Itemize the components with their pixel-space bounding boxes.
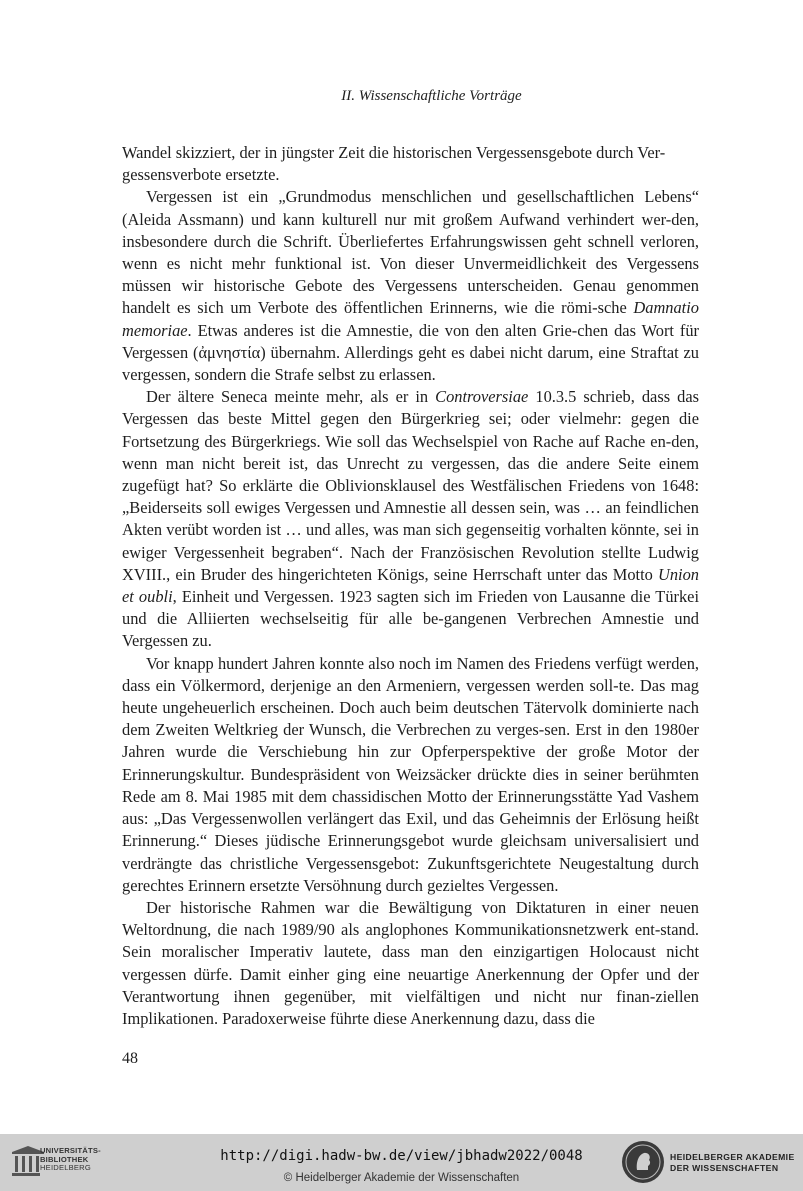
p3-text-c: , Einheit und Vergessen. 1923 sagten sich im Frieden von Lausanne die Türkei und die Alliierten wechselseitig für alle be-gangenen Verbrechen Amnestie und Vergessen zu. bbox=[122, 587, 699, 651]
copyright-notice: © Heidelberger Akademie der Wissenschaften bbox=[283, 1172, 520, 1184]
page-number: 48 bbox=[122, 1050, 138, 1067]
p2-italic-term: Damnatio memoriae bbox=[122, 298, 699, 340]
p1-line-1: Wandel skizziert, der in jüngster Zeit die historischen Vergessensgebote durch Ver- bbox=[122, 143, 666, 162]
p3-italic-term-1: Controversiae bbox=[435, 387, 529, 407]
paragraph-1 bbox=[122, 142, 699, 186]
digitization-footer bbox=[0, 1134, 803, 1191]
p3-italic-term-2: Union et oubli bbox=[122, 564, 699, 607]
ub-line-2: BIBLIOTHEK bbox=[40, 1154, 89, 1164]
p3-text-b: 10.3.5 schrieb, dass das Vergessen das beste Mittel gegen den Bürgerkrieg sei; oder vielmehr: gegen die Fortsetzung des Bürgerkriegs. Wie soll das Wechselspiel von Rache auf Rache en-den, wenn man nicht bereit ist, das Unrecht zu vergessen, das die andere Seite einem zugefügt hat? So erklärte die Oblivionsklausel des Westfälischen Friedens von 1648: „Beiderseits soll ewiges Vergessen und Amnestie all dessen sein, was … an feindlichen Akten verübt worden ist … und alles, was man sich gegenseitig vorhalten könnte, sei in ewiger Vergessenheit begraben“. Nach der Französischen Revolution stellte Ludwig XVIII., ein Bruder des hingerichteten Königs, seine Herrschaft unter das Motto bbox=[122, 387, 699, 584]
running-header: II. Wissenschaftliche Vorträge bbox=[341, 88, 522, 104]
paragraph-3 bbox=[122, 386, 699, 652]
hadw-line-1: HEIDELBERGER AKADEMIE bbox=[670, 1152, 795, 1162]
p3-text-a: Der ältere Seneca meinte mehr, als er in bbox=[146, 387, 436, 407]
hadw-line-2: DER WISSENSCHAFTEN bbox=[670, 1163, 779, 1173]
ub-line-1: UNIVERSITÄTS- bbox=[40, 1146, 101, 1155]
academy-emblem-icon bbox=[620, 1139, 666, 1185]
body-text bbox=[122, 142, 699, 1030]
p2-text-a: Vergessen ist ein „Grundmodus menschlichen und gesellschaftlichen Lebens“ (Aleida Assmann) und kann kulturell nur mit großem Aufwand verhindert wer-den, insbesondere durch die Schrift. Überliefertes Erfahrungswissen geht schnell verloren, wenn es nicht mehr funktional ist. Von dieser Unvermeidlichkeit des Vergessens müssen wir historische Gebote des Vergessens unterscheiden. Genau genommen handelt es sich um Verbote des öffentlichen Erinnerns, wie die römi-sche bbox=[122, 187, 699, 318]
paragraph-5: Der historische Rahmen war die Bewältigung von Diktaturen in einer neuen Weltordnung, die nach 1989/90 als anglophones Kommunikationsnetzwerk ent-stand. Sein moralischer Imperativ lautete, dass man den einzigartigen Holocaust nicht vergessen dürfe. Damit einher ging eine neuartige Anerkennung der Opfer und der Verantwortung ihnen gegenüber, mit vielfältigen und nicht nur finan-ziellen Implikationen. Paradoxerweise führte diese Anerkennung dazu, dass die bbox=[122, 897, 699, 1028]
p1-line-2: gessensverbote ersetzte. bbox=[122, 165, 280, 185]
p2-text-b: . Etwas anderes ist die Amnestie, die von den alten Grie-chen das Wort für Vergessen (ἀμνηστία) übernahm. Allerdings geht es dabei nicht darum, eine Straftat zu vergessen, sondern die Strafe selbst zu erlassen. bbox=[122, 320, 699, 385]
ub-line-3: HEIDELBERG bbox=[40, 1163, 91, 1173]
permalink-url[interactable]: http://digi.hadw-bw.de/view/jbhadw2022/0048 bbox=[220, 1148, 583, 1164]
paragraph-4: Vor knapp hundert Jahren konnte also noch im Namen des Friedens verfügt werden, dass ein Völkermord, derjenige an den Armeniern, vergessen werden soll-te. Das mag heute ungeheuerlich erscheinen. Doch auch beim deutschen Tätervolk dominierte nach dem Zweiten Weltkrieg der Wunsch, die Verbrechen zu verges-sen. Erst in den 1980er Jahren wurde die Verschiebung hin zur Opferperspektive der große Motor der Erinnerungskultur. Bundespräsident von Weizsäcker drückte dies in seiner berühmten Rede am 8. Mai 1985 mit dem chassidischen Motto der Erinnerungsstätte Yad Vashem aus: „Das Vergessenwollen verlängert das Exil, und das Geheimnis der Erlösung heißt Erinnerung.“ Dieses jüdische Erinnerungsgebot wurde gleichsam universalisiert und verdrängte das christliche Vergessensgebot: Zukunftsgerichtete Neugestaltung durch gerechtes Erinnern ersetzte Versöhnung durch gezieltes Vergessen. bbox=[122, 653, 699, 895]
academy-name bbox=[670, 1152, 795, 1174]
paragraph-2 bbox=[122, 186, 699, 386]
